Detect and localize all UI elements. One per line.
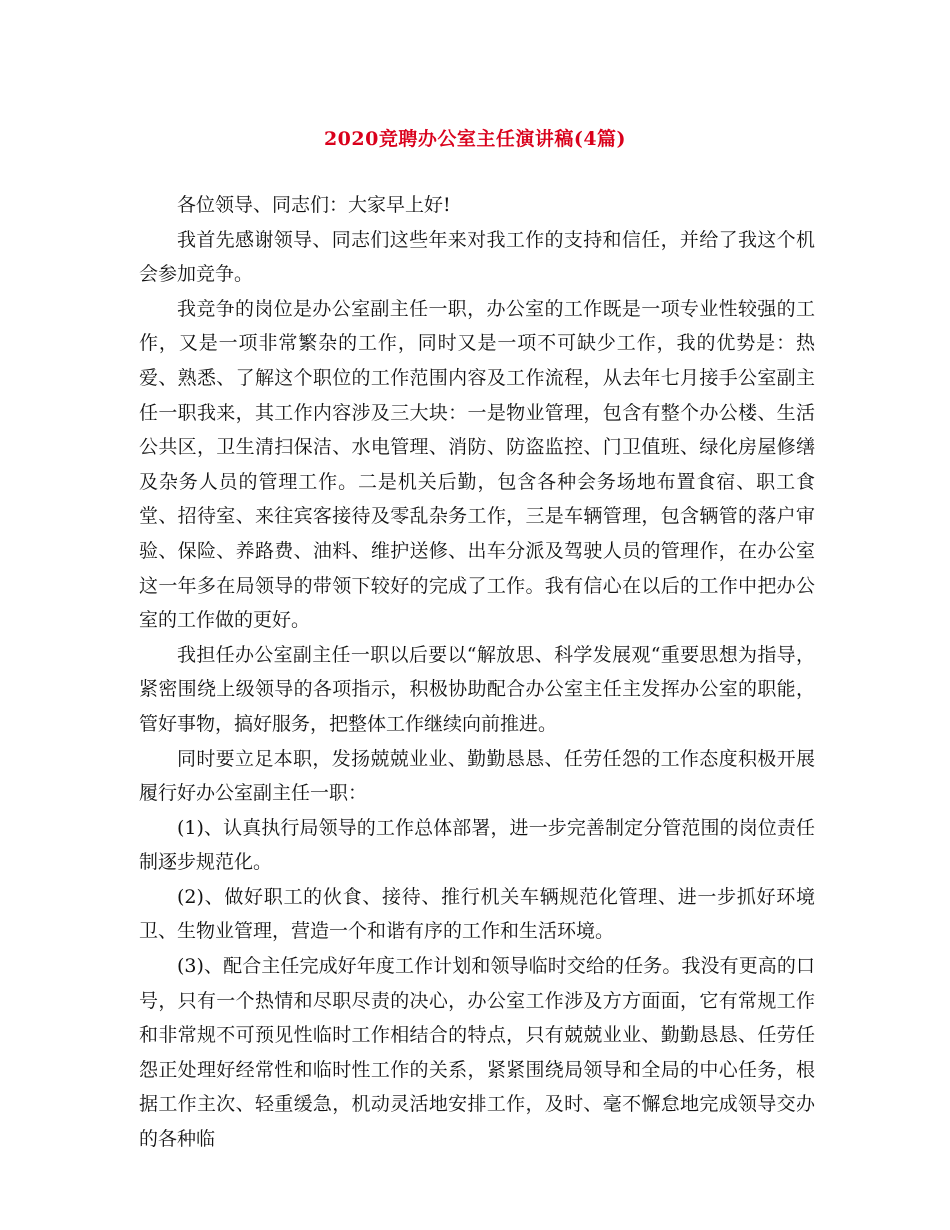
paragraph: (2)、做好职工的伙食、接待、推行机关车辆规范化管理、进一步抓好环境卫、生物业管理，营造一个和谐有序的工作和生活环境。 (139, 885, 815, 943)
paragraph: (3)、配合主任完成好年度工作计划和领导临时交给的任务。我没有更高的口号，只有一个热情和尽职尽责的决心，办公室工作涉及方方面面，它有常规工作和非常规不可预见性临时工作相结合的特点，只有兢兢业业、勤勤恳恳、任劳任怨正处理好经常性和临时性工作的关系，紧紧围绕局领导和全局的中心任务，根据工作主次、轻重缓急，机动灵活地安排工作，及时、毫不懈怠地完成领导交办的各种临 (139, 955, 815, 1151)
paragraph: (1)、认真执行局领导的工作总体部署，进一步完善制定分管范围的岗位责任制逐步规范化。 (139, 816, 815, 874)
paragraph: 我担任办公室副主任一职以后要以“解放思、科学发展观“重要思想为指导，紧密围绕上级领导的各项指示，积极协助配合办公室主任主发挥办公室的职能，管好事物，搞好服务，把整体工作继续向前推进。 (139, 643, 815, 735)
document-body (139, 188, 815, 1157)
document-title: 2020竞聘办公室主任演讲稿(4篇) (323, 128, 627, 150)
paragraph: 我首先感谢领导、同志们这些年来对我工作的支持和信任，并给了我这个机会参加竞争。 (139, 228, 815, 286)
paragraph: 各位领导、同志们：大家早上好! (177, 194, 451, 216)
paragraph: 我竞争的岗位是办公室副主任一职，办公室的工作既是一项专业性较强的工作，又是一项非常繁杂的工作，同时又是一项不可缺少工作，我的优势是：热爱、熟悉、了解这个职位的工作范围内容及工作流程，从去年七月接手公室副主任一职我来，其工作内容涉及三大块：一是物业管理，包含有整个办公楼、生活公共区，卫生清扫保洁、水电管理、消防、防盗监控、门卫值班、绿化房屋修缮及杂务人员的管理工作。二是机关后勤，包含各种会务场地布置食宿、职工食堂、招待室、来往宾客接待及零乱杂务工作，三是车辆管理，包含辆管的落户审验、保险、养路费、油料、维护送修、出车分派及驾驶人员的管理作，在办公室这一年多在局领导的带领下较好的完成了工作。我有信心在以后的工作中把办公室的工作做的更好。 (139, 297, 815, 632)
paragraph: 同时要立足本职，发扬兢兢业业、勤勤恳恳、任劳任怨的工作态度积极开展履行好办公室副主任一职： (139, 747, 815, 805)
